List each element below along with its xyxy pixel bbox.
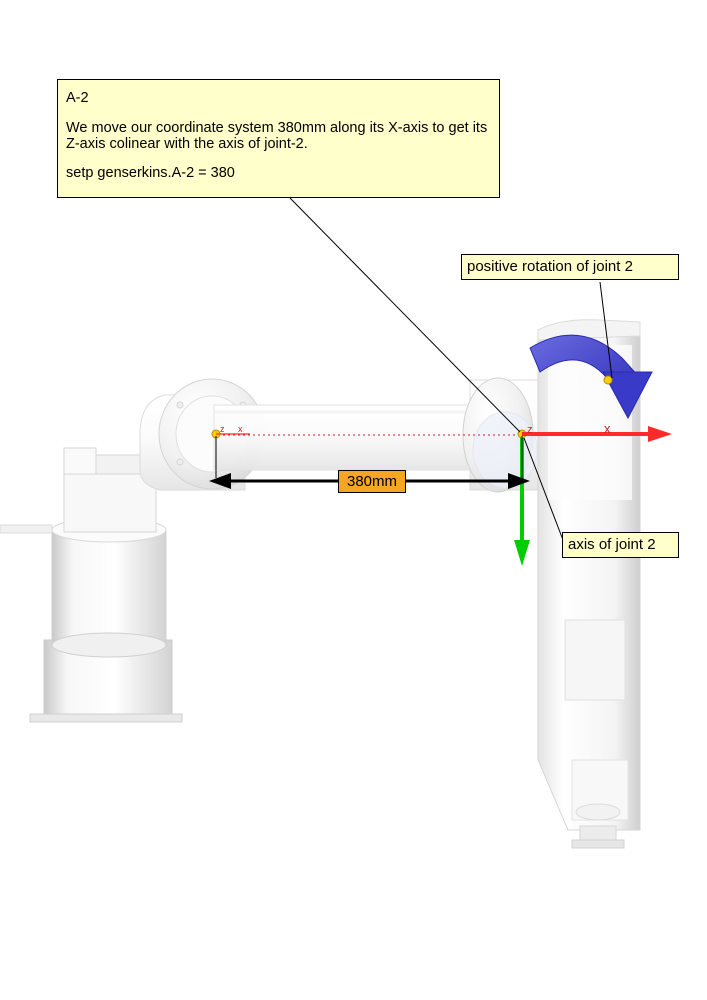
- note-a2: [57, 79, 500, 198]
- note-a2-command: setp genserkins.A-2 = 380: [66, 165, 235, 181]
- note-a2-body: We move our coordinate system 380mm along its X-axis to get its Z-axis colinear with the axis of joint-2.: [66, 120, 488, 152]
- leader-line-a2: [290, 198, 520, 432]
- right-frame-x-label: x: [604, 421, 611, 436]
- right-frame-z-label: z: [527, 424, 533, 436]
- label-axis-of-joint-2: axis of joint 2: [562, 532, 679, 558]
- dimension-label-380mm: 380mm: [338, 470, 406, 493]
- note-a2-title: A-2: [66, 90, 89, 106]
- left-frame-x-label: x: [238, 424, 243, 434]
- joint-2-marker-dot: [604, 376, 612, 384]
- left-frame-z-label: z: [220, 424, 225, 434]
- robot-base: [0, 448, 182, 722]
- label-positive-rotation: positive rotation of joint 2: [461, 254, 679, 280]
